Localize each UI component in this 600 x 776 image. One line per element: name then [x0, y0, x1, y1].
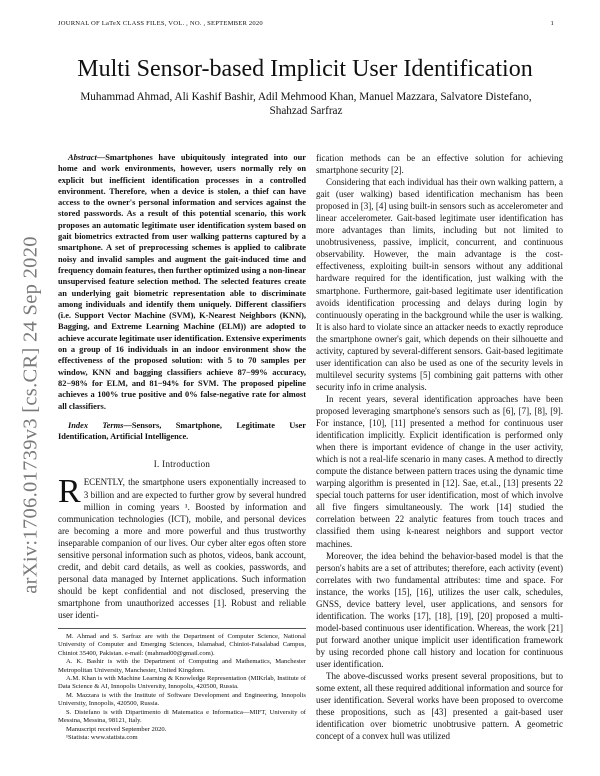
- section-heading: I. Introduction: [153, 459, 211, 470]
- footnote: ¹Statista: www.statista.com: [66, 733, 138, 741]
- body-paragraph: The above-discussed works present several propositions, but to some extent, all these required additional information and source for user identification. Several works have been proposed to overcome these propositions, such as [43] presented a gait-based user identification over biometric unobtrusive pattern. A geometric concept of a convex hull was utilized: [316, 671, 563, 742]
- footnote-rule: [58, 628, 306, 629]
- abstract: [58, 152, 306, 412]
- left-column: [58, 152, 306, 742]
- journal-header: JOURNAL OF LaTeX CLASS FILES, VOL. , NO. , SEPTEMBER 2020: [58, 20, 263, 27]
- drop-cap: R: [58, 473, 81, 511]
- footnote: M. Mazzara is with the Institute of Software Development and Engineering, Innopolis University, Innopolis, 420500, Russia.: [58, 691, 306, 708]
- footnote: Manuscript received September 2020.: [66, 725, 167, 733]
- abstract-label: Abstract: [68, 153, 97, 162]
- footnote: M. Ahmad and S. Sarfraz are with the Department of Computer Science, National University of Computer and Emerging Sciences, Islamabad, Chiniot-Faisalabad Campus, Chiniot 35400, Pakistan. e-mail: (mahmad00@gmail.com).: [58, 633, 306, 657]
- running-head: [58, 20, 554, 27]
- arxiv-stamp: [16, 236, 46, 594]
- index-terms-text: —Sensors, Smartphone, Legitimate User Identification, Artificial Intelligence.: [58, 420, 306, 442]
- author-list: Muhammad Ahmad, Ali Kashif Bashir, Adil Mehmood Khan, Manuel Mazzara, Salvatore Distefano, Shahzad Sarfraz: [80, 91, 532, 117]
- right-column: [316, 152, 563, 742]
- footnote: A.M. Khan is with Machine Learning & Knowledge Representation (MIKrlab, Institute of Data Science & AI, Innopolis University, Innopolis, 420500, Russia.: [58, 675, 306, 691]
- intro-text: ECENTLY, the smartphone users exponentially increased to 3 billion and are expected to further grow by several hundred million in coming years ¹. Boosted by information and communication technologies (ICT), mobile, and personal devices are becoming a more and more powerful and thus trustworthy inseparable companion of our lives. Our cyber alter egos often store sensitive personal information such as photos, videos, bank account, credit, and debit card details, as well as cookies, passwords, and personal data managed by Internet applications. Such information should be kept confidential and not disclosed, preserving the smartphone from unauthorized accesses [1]. Robust and reliable user identi-: [58, 477, 306, 620]
- intro-paragraph: [58, 473, 306, 621]
- paper-title: Multi Sensor-based Implicit User Identification: [77, 56, 533, 82]
- index-terms: [58, 420, 306, 443]
- abstract-text: —Smartphones have ubiquitously integrated into our home and work environments, however, users normally rely on explicit but inefficient identification processes in a controlled environment. Therefore, when a device is stolen, a thief can have access to the owner's personal information and services against the stored passwords. As a result of this potential scenario, this work proposes an automatic legitimate user identification system based on gait biometrics extracted from user walking patterns captured by a smartphone. A set of preprocessing schemes is applied to calibrate noisy and invalid samples and augment the gait-induced time and frequency domain features, then further optimized using a non-linear unsupervised feature selection method. The selected features create an underlying gait biometric representation able to discriminate among individuals and identify them uniquely. Different classifiers (i.e. Support Vector Machine (SVM), K-Nearest Neighbors (KNN), Bagging, and Extreme Learning Machine (ELM)) are adopted to achieve accurate legitimate user identification. Extensive experiments on a group of 16 individuals in an indoor environment show the effectiveness of the proposed solution: with 5 to 70 samples per window, KNN and bagging classifiers achieve 87−99% accuracy, 82−98% for ELM, and 81−94% for SVM. The proposed pipeline achieves a 100% true positive and 0% false-negative rate for almost all classifiers.: [58, 153, 307, 411]
- footnote: A. K. Bashir is with the Department of Computing and Mathematics, Manchester Metropolitan University, Manchester, United Kingdom.: [58, 658, 306, 674]
- body-paragraph: fication methods can be an effective solution for achieving smartphone security [2].: [316, 153, 563, 176]
- index-terms-label: Index Terms: [68, 420, 124, 430]
- footnote: S. Distefano is with Dipartimento di Matematica e Informatica—MIFT, University of Messina, Messina, 98121, Italy.: [58, 708, 306, 725]
- body-paragraph: Considering that each individual has their own walking pattern, a gait (user walking) based identification mechanism has been proposed in [3], [4] using built-in sensors such as accelerometer and linear accelerometer. Gait-based legitimate user identification has more advantages than limits, including but not limited to unobtrusiveness, passive, implicit, concurrent, and continuous observability. However, the main advantage is the cost-effectiveness, exploiting built-in sensors without any additional hardware required for the identification, just walking with the smartphone. Furthermore, gait-based legitimate user identification avoids identification processing and delays during login by continuously operating in the background while the user is walking. It is also hard to violate since an attacker needs to exactly reproduce the smartphone owner's gait, which depends on their silhouette and activity, captured by several-different sensors. Gait-based legitimate user identification can also be used as one of the security levels in multilevel security systems [5] combining gait patterns with other security info in crime analysis.: [316, 177, 563, 392]
- body-paragraph: In recent years, several identification approaches have been proposed leveraging smartphone's sensors such as [6], [7], [8], [9]. For instance, [10], [11] presented a method for continuous user identification implicitly. Explicit identification is performed only when there is important evidence of change in the user activity, which is not a real-life scenario in many cases. A method to directly compute the distance between pattern traces using the dynamic time warping algorithm is presented in [12]. Sae, et.al., [13] presents 22 special touch patterns for user identification, most of which involve all five fingers simultaneously. The work [14] studied the correlation between 22 analytic features from touch traces and classified them using k-nearest neighbors and support vector machines.: [316, 393, 563, 549]
- body-paragraph: Moreover, the idea behind the behavior-based model is that the person's habits are a set of attributes; therefore, each activity (event) correlates with two fundamental attributes: time and space. For instance, the works [15], [16], utilizes the user calk, schedules, GNSS, device battery level, user applications, and sensors for identification. The works [17], [18], [19], [20] proposed a multi-model-based continuous user identification. Whereas, the work [21] put forward another unique implicit user identification framework by using recorded phone call history and location for continuous user identification.: [316, 550, 563, 669]
- arxiv-identifier: arXiv:1706.01739v3 [cs.CR] 24 Sep 2020: [19, 236, 42, 594]
- page-number: 1: [550, 20, 554, 27]
